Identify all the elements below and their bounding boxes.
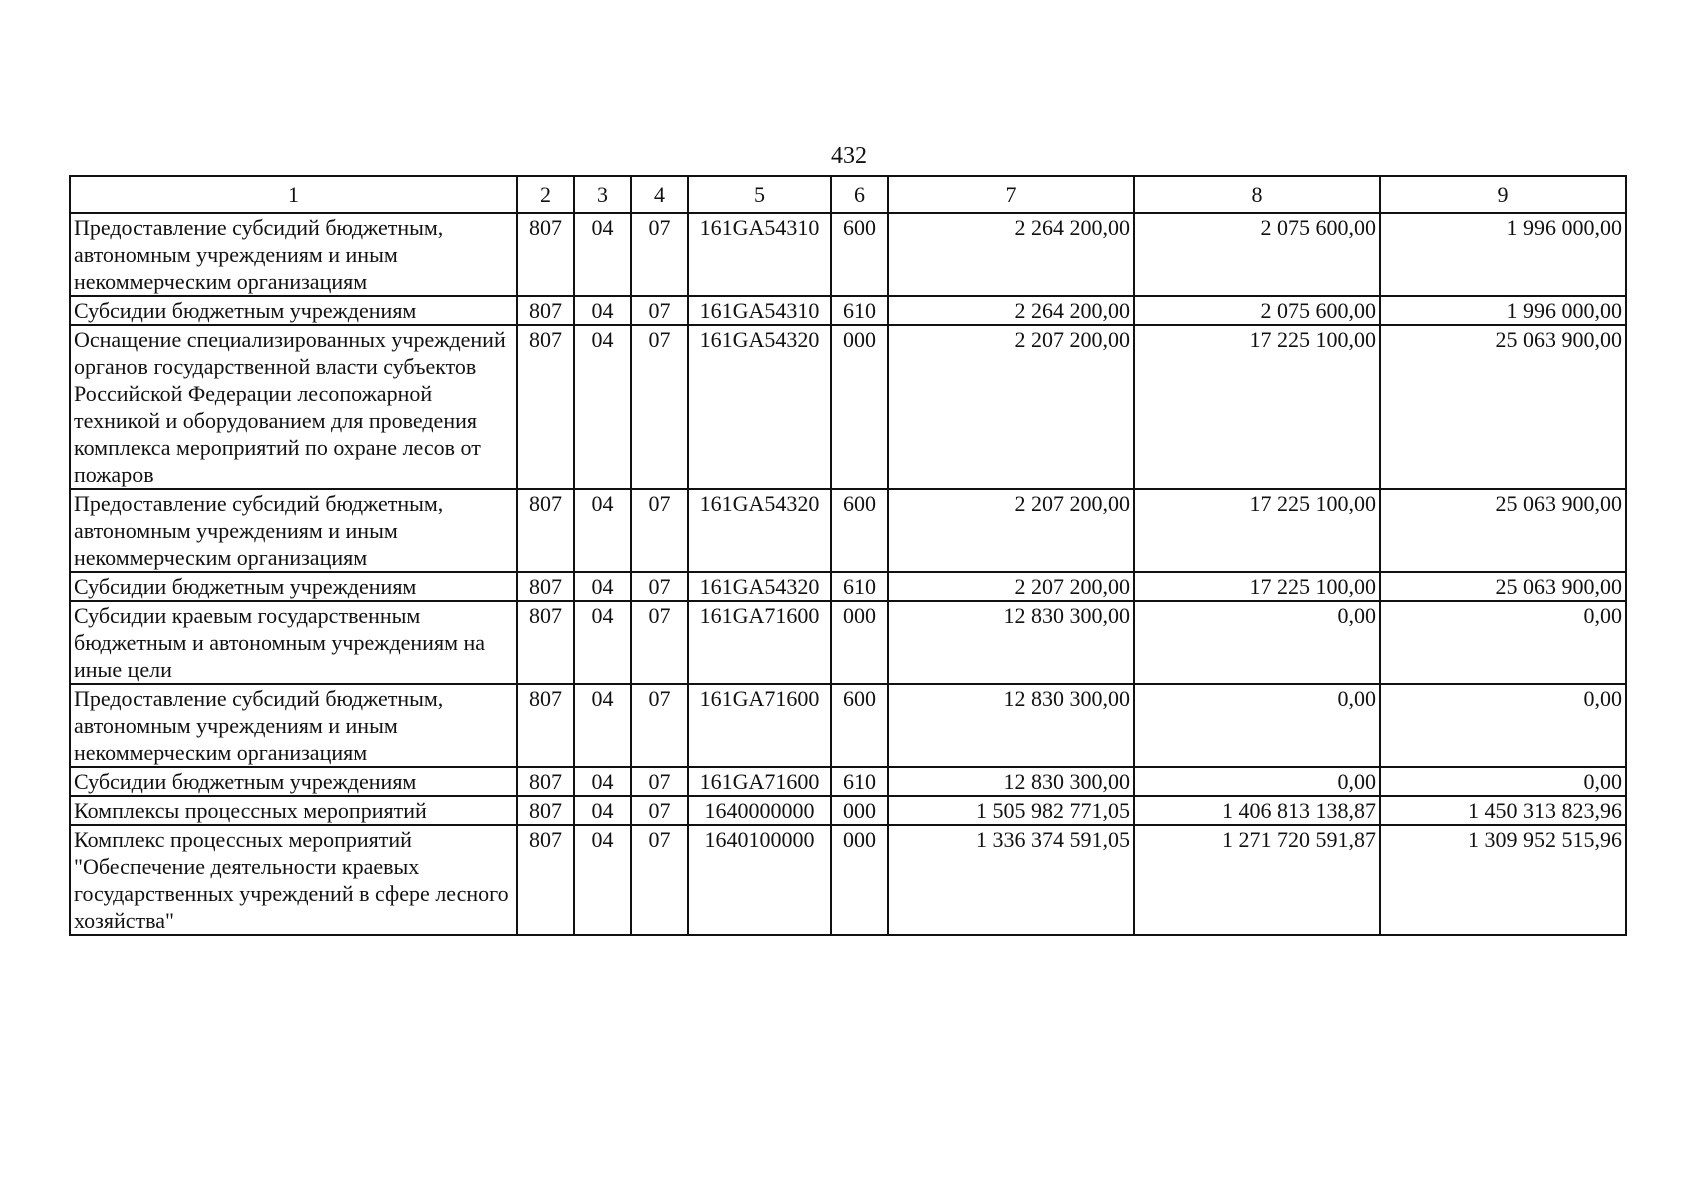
table-row: [70, 489, 1626, 572]
row-amount-cell: 0,00: [1380, 684, 1626, 767]
row-target-article-cell: 161GA54320: [688, 325, 831, 489]
row-amount-cell: 2 207 200,00: [888, 572, 1134, 601]
row-subsection-cell: 07: [631, 325, 688, 489]
row-amount-cell: 0,00: [1134, 684, 1380, 767]
row-amount-cell: 2 264 200,00: [888, 213, 1134, 296]
column-header: 9: [1380, 176, 1626, 213]
row-section-cell: 04: [574, 825, 631, 935]
table-row: [70, 296, 1626, 325]
row-amount-cell: 1 271 720 591,87: [1134, 825, 1380, 935]
row-amount-cell: 25 063 900,00: [1380, 489, 1626, 572]
row-amount-cell: 2 075 600,00: [1134, 296, 1380, 325]
row-section-cell: 04: [574, 601, 631, 684]
row-amount-cell: 1 996 000,00: [1380, 213, 1626, 296]
row-subsection-cell: 07: [631, 213, 688, 296]
row-name-cell: Оснащение специализированных учреждений органов государственной власти субъектов Российской Федерации лесопожарной техникой и оборудованием для проведения комплекса мероприятий по охране лесов от пожаров: [70, 325, 517, 489]
row-amount-cell: 2 264 200,00: [888, 296, 1134, 325]
row-amount-cell: 12 830 300,00: [888, 684, 1134, 767]
column-header: 6: [831, 176, 888, 213]
row-subsection-cell: 07: [631, 825, 688, 935]
row-amount-cell: 17 225 100,00: [1134, 572, 1380, 601]
row-name-cell: Субсидии бюджетным учреждениям: [70, 572, 517, 601]
row-subsection-cell: 07: [631, 601, 688, 684]
table-row: [70, 767, 1626, 796]
table-row: [70, 601, 1626, 684]
row-amount-cell: 2 207 200,00: [888, 325, 1134, 489]
column-header: 8: [1134, 176, 1380, 213]
row-target-article-cell: 1640100000: [688, 825, 831, 935]
row-amount-cell: 2 207 200,00: [888, 489, 1134, 572]
row-subsection-cell: 07: [631, 684, 688, 767]
table-row: [70, 825, 1626, 935]
row-amount-cell: 0,00: [1380, 601, 1626, 684]
row-section-cell: 04: [574, 325, 631, 489]
row-target-article-cell: 161GA54310: [688, 296, 831, 325]
row-subsection-cell: 07: [631, 767, 688, 796]
row-name-cell: Предоставление субсидий бюджетным, автономным учреждениям и иным некоммерческим организациям: [70, 489, 517, 572]
row-amount-cell: 1 406 813 138,87: [1134, 796, 1380, 825]
row-section-cell: 04: [574, 572, 631, 601]
row-code-cell: 807: [517, 684, 574, 767]
row-section-cell: 04: [574, 684, 631, 767]
row-section-cell: 04: [574, 296, 631, 325]
row-expense-type-cell: 000: [831, 325, 888, 489]
row-section-cell: 04: [574, 796, 631, 825]
column-header: 5: [688, 176, 831, 213]
row-code-cell: 807: [517, 489, 574, 572]
row-code-cell: 807: [517, 213, 574, 296]
row-expense-type-cell: 610: [831, 296, 888, 325]
row-amount-cell: 0,00: [1134, 601, 1380, 684]
row-amount-cell: 25 063 900,00: [1380, 572, 1626, 601]
row-target-article-cell: 161GA71600: [688, 684, 831, 767]
page-number: 432: [831, 143, 867, 169]
row-target-article-cell: 1640000000: [688, 796, 831, 825]
row-target-article-cell: 161GA54310: [688, 213, 831, 296]
column-header: 3: [574, 176, 631, 213]
row-amount-cell: 25 063 900,00: [1380, 325, 1626, 489]
table-row: [70, 684, 1626, 767]
table-row: [70, 572, 1626, 601]
row-name-cell: Субсидии бюджетным учреждениям: [70, 296, 517, 325]
row-code-cell: 807: [517, 296, 574, 325]
column-header: 7: [888, 176, 1134, 213]
row-amount-cell: 12 830 300,00: [888, 767, 1134, 796]
row-name-cell: Комплекс процессных мероприятий "Обеспечение деятельности краевых государственных учреждений в сфере лесного хозяйства": [70, 825, 517, 935]
column-header: 2: [517, 176, 574, 213]
column-header: 4: [631, 176, 688, 213]
row-target-article-cell: 161GA71600: [688, 767, 831, 796]
row-code-cell: 807: [517, 601, 574, 684]
table-row: [70, 796, 1626, 825]
row-subsection-cell: 07: [631, 296, 688, 325]
row-name-cell: Субсидии краевым государственным бюджетным и автономным учреждениям на иные цели: [70, 601, 517, 684]
budget-table: [69, 175, 1627, 936]
row-expense-type-cell: 600: [831, 684, 888, 767]
row-amount-cell: 1 996 000,00: [1380, 296, 1626, 325]
column-header: 1: [70, 176, 517, 213]
row-amount-cell: 1 505 982 771,05: [888, 796, 1134, 825]
row-expense-type-cell: 000: [831, 601, 888, 684]
table-row: [70, 325, 1626, 489]
row-code-cell: 807: [517, 572, 574, 601]
row-target-article-cell: 161GA54320: [688, 489, 831, 572]
row-amount-cell: 1 336 374 591,05: [888, 825, 1134, 935]
row-amount-cell: 1 450 313 823,96: [1380, 796, 1626, 825]
row-code-cell: 807: [517, 796, 574, 825]
row-expense-type-cell: 000: [831, 796, 888, 825]
row-subsection-cell: 07: [631, 796, 688, 825]
row-expense-type-cell: 610: [831, 572, 888, 601]
row-code-cell: 807: [517, 825, 574, 935]
row-expense-type-cell: 600: [831, 489, 888, 572]
row-subsection-cell: 07: [631, 489, 688, 572]
row-name-cell: Предоставление субсидий бюджетным, автономным учреждениям и иным некоммерческим организациям: [70, 213, 517, 296]
row-amount-cell: 1 309 952 515,96: [1380, 825, 1626, 935]
row-target-article-cell: 161GA54320: [688, 572, 831, 601]
row-code-cell: 807: [517, 325, 574, 489]
row-expense-type-cell: 610: [831, 767, 888, 796]
row-amount-cell: 17 225 100,00: [1134, 325, 1380, 489]
row-code-cell: 807: [517, 767, 574, 796]
table-body: [70, 213, 1626, 935]
row-amount-cell: 17 225 100,00: [1134, 489, 1380, 572]
row-section-cell: 04: [574, 213, 631, 296]
header-row: [70, 176, 1626, 213]
row-amount-cell: 2 075 600,00: [1134, 213, 1380, 296]
row-amount-cell: 12 830 300,00: [888, 601, 1134, 684]
row-section-cell: 04: [574, 767, 631, 796]
row-name-cell: Предоставление субсидий бюджетным, автономным учреждениям и иным некоммерческим организациям: [70, 684, 517, 767]
row-expense-type-cell: 600: [831, 213, 888, 296]
table-row: [70, 213, 1626, 296]
row-target-article-cell: 161GA71600: [688, 601, 831, 684]
row-amount-cell: 0,00: [1134, 767, 1380, 796]
row-amount-cell: 0,00: [1380, 767, 1626, 796]
row-name-cell: Комплексы процессных мероприятий: [70, 796, 517, 825]
row-subsection-cell: 07: [631, 572, 688, 601]
row-name-cell: Субсидии бюджетным учреждениям: [70, 767, 517, 796]
row-expense-type-cell: 000: [831, 825, 888, 935]
row-section-cell: 04: [574, 489, 631, 572]
